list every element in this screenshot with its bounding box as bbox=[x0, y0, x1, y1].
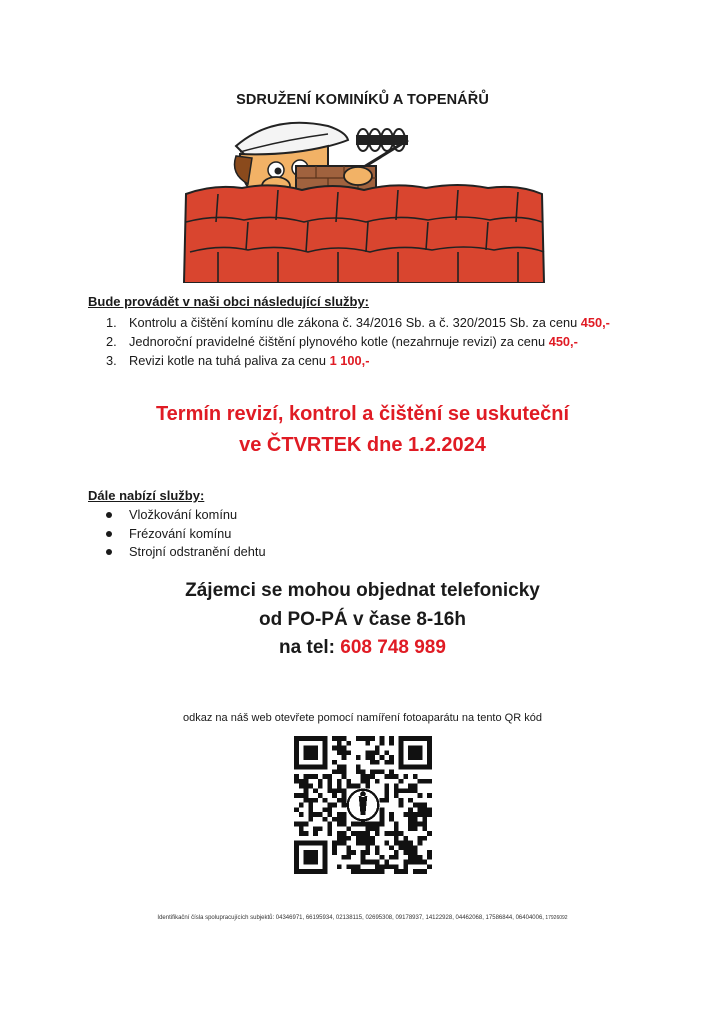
list-item-text: Frézování komínu bbox=[129, 525, 232, 541]
bullet-icon bbox=[106, 549, 112, 555]
list-item-text: Jednoroční pravidelné čištění plynového kotle (nezahrnuje revizi) za cenu bbox=[129, 334, 549, 349]
bullet-icon bbox=[106, 531, 112, 537]
list-item-number: 2. bbox=[106, 334, 117, 349]
announcement-date: ve ČTVRTEK dne 1.2.2024 bbox=[239, 434, 486, 456]
list-item bbox=[106, 313, 686, 332]
list-item-text: Vložkování komínu bbox=[129, 507, 238, 522]
announcement bbox=[0, 399, 725, 461]
chimney-sweep-illustration bbox=[178, 118, 548, 283]
qr-code[interactable] bbox=[294, 736, 432, 874]
list-item-text: Strojní odstranění dehtu bbox=[129, 544, 266, 559]
contact-line: Zájemci se mohou objednat telefonicky bbox=[185, 580, 540, 601]
footer-last-id: 17926092 bbox=[543, 915, 568, 921]
list-item-number: 3. bbox=[106, 353, 117, 368]
list-item bbox=[106, 332, 686, 351]
footer-ids bbox=[0, 915, 725, 921]
price: 450,- bbox=[548, 334, 578, 349]
announcement-line: Termín revizí, kontrol a čištění se uskuteční bbox=[155, 403, 570, 425]
price: 450,- bbox=[580, 315, 610, 330]
phone-label: na tel: bbox=[279, 637, 341, 658]
contact-block bbox=[0, 577, 725, 663]
roof-tiles bbox=[184, 185, 544, 283]
list-item-text: Revizi kotle na tuhá paliva za cenu bbox=[129, 353, 330, 368]
phone-number[interactable]: 608 748 989 bbox=[340, 637, 446, 658]
extra-services-heading: Dále nabízí služby: bbox=[88, 488, 205, 503]
list-item-number: 1. bbox=[106, 315, 117, 330]
page-title: SDRUŽENÍ KOMINÍKŮ A TOPENÁŘŮ bbox=[236, 92, 489, 108]
list-item bbox=[106, 351, 686, 370]
list-item bbox=[106, 525, 266, 544]
bullet-icon bbox=[106, 512, 112, 518]
extra-services-list bbox=[106, 506, 266, 562]
services-list bbox=[106, 313, 686, 370]
services-heading: Bude provádět v naši obci následující služby: bbox=[88, 294, 370, 309]
list-item bbox=[106, 506, 266, 525]
contact-hours: od PO-PÁ v čase 8-16h bbox=[259, 608, 466, 630]
list-item-text: Kontrolu a čištění komínu dle zákona č. 34/2016 Sb. a č. 320/2015 Sb. za cenu bbox=[129, 315, 581, 330]
footer-text: Identifikační čísla spolupracujících subjektů: 04346971, 66195934, 02138115, 02695308, 09178937, 14122928, 04462068, 17586844, 06404006, bbox=[157, 915, 544, 921]
qr-caption: odkaz na náš web otevřete pomocí namíření fotoaparátu na tento QR kód bbox=[183, 712, 542, 724]
list-item bbox=[106, 543, 266, 562]
price: 1 100,- bbox=[329, 353, 370, 368]
